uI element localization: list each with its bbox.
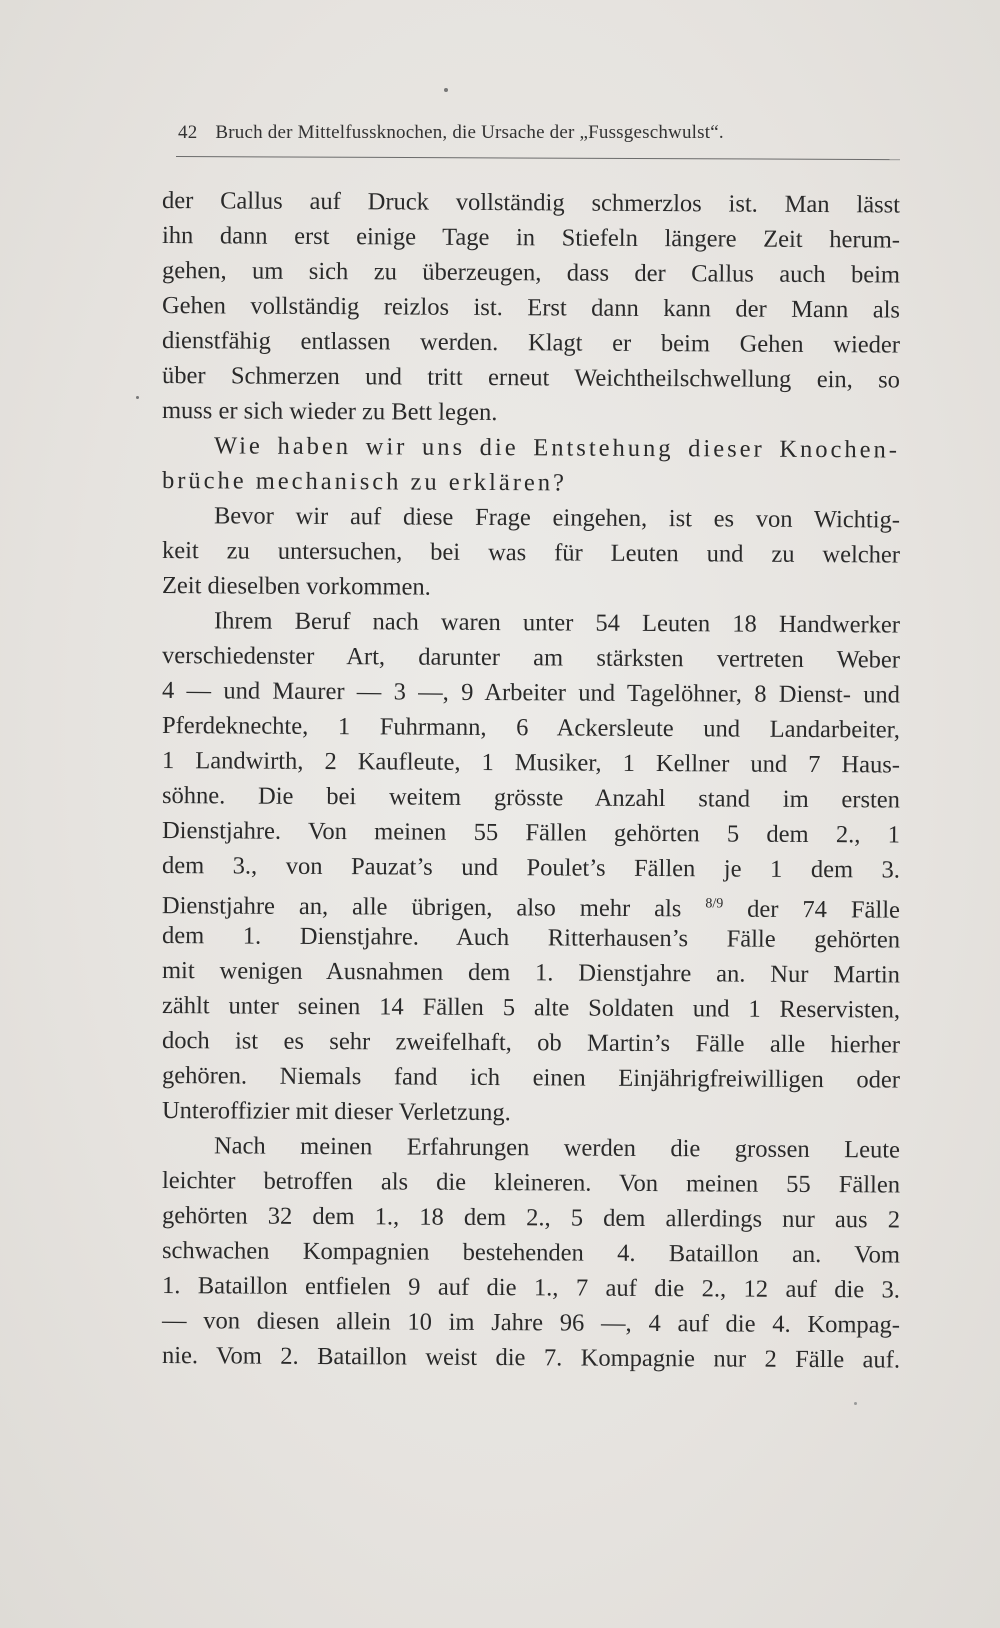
text-line: Pferdeknechte, 1 Fuhrmann, 6 Ackersleute und Landarbeiter, bbox=[161, 712, 901, 744]
text-line-spaced: brüche mechanisch zu erklären? bbox=[161, 467, 568, 497]
text-line: ihn dann erst einige Tage in Stiefeln längere Zeit herum- bbox=[161, 222, 901, 254]
text-line: — von diesen allein 10 im Jahre 96 —, 4 auf die 4. Kompag- bbox=[161, 1307, 901, 1339]
running-title: Bruch der Mittelfussknochen, die Ursache der „Fussgeschwulst“. bbox=[215, 122, 724, 143]
text-line: mit wenigen Ausnahmen dem 1. Dienstjahre an. Nur Martin bbox=[161, 957, 901, 989]
text-line-spaced: Wie haben wir uns die Entstehung dieser Knochen- bbox=[213, 432, 901, 464]
text-line: 4 — und Maurer — 3 —, 9 Arbeiter und Tagelöhner, 8 Dienst- und bbox=[161, 677, 901, 709]
text-line: verschiedenster Art, darunter am stärksten vertreten Weber bbox=[161, 642, 901, 674]
text-line: der Callus auf Druck vollständig schmerzlos ist. Man lässt bbox=[161, 187, 901, 219]
header-rule bbox=[176, 156, 900, 160]
text-line: Nach meinen Erfahrungen werden die grossen Leute bbox=[213, 1132, 901, 1164]
text-line: gehörten 32 dem 1., 18 dem 2., 5 dem allerdings nur aus 2 bbox=[161, 1202, 901, 1234]
text-line: dem 3., von Pauzat’s und Poulet’s Fällen je 1 dem 3. bbox=[161, 852, 901, 884]
line-text: Dienstjahre an, alle übrigen, also mehr als bbox=[161, 892, 682, 923]
text-line: gehören. Niemals fand ich einen Einjährigfreiwilligen oder bbox=[161, 1062, 901, 1094]
scan-speck bbox=[854, 1402, 857, 1405]
text-line: Ihrem Beruf nach waren unter 54 Leuten 18 Handwerker bbox=[213, 607, 901, 639]
text-line: keit zu untersuchen, bei was für Leuten und zu welcher bbox=[161, 537, 901, 569]
text-line: schwachen Kompagnien bestehenden 4. Bataillon an. Vom bbox=[161, 1237, 901, 1269]
text-line: gehen, um sich zu überzeugen, dass der Callus auch beim bbox=[161, 257, 901, 289]
text-line: 1. Bataillon entfielen 9 auf die 1., 7 auf die 2., 12 auf die 3. bbox=[161, 1272, 901, 1304]
text-line: Unteroffizier mit dieser Verletzung. bbox=[161, 1097, 511, 1127]
text-line: Bevor wir auf diese Frage eingehen, ist es von Wichtig- bbox=[213, 502, 901, 534]
text-line: nie. Vom 2. Bataillon weist die 7. Kompagnie nur 2 Fälle auf. bbox=[161, 1342, 901, 1374]
text-line: Dienstjahre. Von meinen 55 Fällen gehörten 5 dem 2., 1 bbox=[161, 817, 901, 849]
text-line: dem 1. Dienstjahre. Auch Ritterhausen’s Fälle gehörten bbox=[161, 922, 901, 954]
fraction: 8/9 bbox=[705, 896, 724, 912]
running-header bbox=[178, 122, 898, 144]
scan-speck bbox=[444, 88, 448, 92]
text-line: söhne. Die bei weitem grösste Anzahl stand im ersten bbox=[161, 782, 901, 814]
text-line: Zeit dieselben vorkommen. bbox=[161, 572, 431, 601]
text-line: dienstfähig entlassen werden. Klagt er beim Gehen wieder bbox=[161, 327, 901, 359]
text-line: 1 Landwirth, 2 Kaufleute, 1 Musiker, 1 Kellner und 7 Haus- bbox=[161, 747, 901, 779]
page-number: 42 bbox=[178, 122, 198, 143]
fraction-continuation: der 74 Fälle bbox=[723, 895, 901, 924]
text-line: muss er sich wieder zu Bett legen. bbox=[161, 397, 498, 427]
text-line: über Schmerzen und tritt erneut Weichtheilschwellung ein, so bbox=[161, 362, 901, 394]
scan-speck bbox=[136, 396, 139, 399]
text-line-with-fraction bbox=[162, 884, 900, 923]
text-line: leichter betroffen als die kleineren. Von meinen 55 Fällen bbox=[161, 1167, 901, 1199]
text-line: Gehen vollständig reizlos ist. Erst dann kann der Mann als bbox=[161, 292, 901, 324]
text-line: doch ist es sehr zweifelhaft, ob Martin’s Fälle alle hierher bbox=[161, 1027, 901, 1059]
text-line: zählt unter seinen 14 Fällen 5 alte Soldaten und 1 Reservisten, bbox=[161, 992, 901, 1024]
